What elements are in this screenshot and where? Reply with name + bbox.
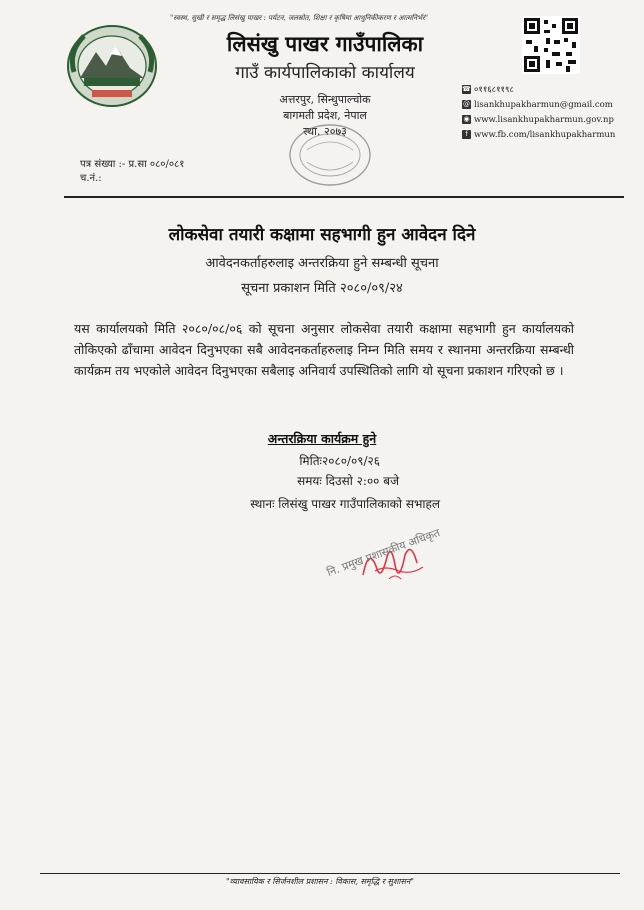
globe-icon: ◉ bbox=[463, 115, 470, 123]
office-name: लिसंखु पाखर गाउँपालिका bbox=[226, 31, 424, 56]
footer-divider bbox=[40, 873, 620, 874]
address-line-1: अत्तरपुर, सिन्धुपाल्चोक bbox=[279, 93, 371, 106]
email-icon: @ bbox=[463, 100, 470, 108]
footer-motto: "व्यावसायिक र सिर्जनशील प्रशासन : विकास, समृद्धि र सुशासन" bbox=[226, 877, 414, 886]
contact-web[interactable] bbox=[462, 112, 640, 127]
address-line-3: स्था. २०७३ bbox=[303, 125, 347, 138]
web-text[interactable]: www.lisankhupakharmun.gov.np bbox=[474, 114, 614, 125]
publication-date: सूचना प्रकाशन मिति २०८०/०९/२४ bbox=[241, 281, 403, 296]
office-stamp bbox=[285, 120, 375, 190]
facebook-text[interactable]: www.fb.com/lisankhupakharmun bbox=[474, 129, 616, 140]
signatory-title: नि. प्रमुख प्रशासकीय अधिकृत bbox=[325, 526, 442, 580]
office-subtitle: गाउँ कार्यपालिकाको कार्यालय bbox=[235, 63, 415, 83]
header-motto: "स्वस्थ, सुखी र समृद्ध लिसंखु पाखर : पर्यटन, जलस्रोत, शिक्षा र कृषिमा आधुनिकीकरण र आत्मनिर्भर" bbox=[170, 14, 429, 22]
municipality-emblem bbox=[64, 22, 160, 108]
header-divider bbox=[64, 196, 624, 198]
address-line-2: बागमती प्रदेश, नेपाल bbox=[283, 109, 367, 122]
contact-phone bbox=[462, 82, 640, 97]
facebook-icon: f bbox=[462, 130, 471, 139]
dispatch-number: च.नं.: bbox=[80, 173, 102, 184]
notice-title: लोकसेवा तयारी कक्षामा सहभागी हुन आवेदन दिने bbox=[168, 225, 476, 245]
phone-text: ०११६८११९८ bbox=[474, 85, 514, 95]
program-date: मितिः२०८०/०९/२६ bbox=[299, 454, 380, 468]
email-text[interactable]: lisankhupakharmun@gmail.com bbox=[474, 99, 613, 110]
program-venue: स्थानः लिसंखु पाखर गाउँपालिकाको सभाहल bbox=[250, 497, 440, 511]
contact-facebook[interactable] bbox=[462, 127, 640, 142]
phone-icon: ☎ bbox=[462, 85, 471, 93]
program-heading: अन्तरक्रिया कार्यक्रम हुने bbox=[267, 431, 377, 446]
contact-email[interactable] bbox=[462, 97, 640, 112]
qr-code[interactable] bbox=[522, 16, 580, 74]
reference-number: पत्र संख्या :- प्र.सा ०८०/०८१ bbox=[80, 159, 185, 170]
notice-body: यस कार्यालयको मिति २०८०/०८/०६ को सूचना अनुसार लोकसेवा तयारी कक्षामा सहभागी हुन कार्यालयको तोकिएको ढाँचामा आवेदन दिनुभएका सबै आवेदनकर्ताहरुलाइ निम्न मिति समय र स्थानमा अन्तरक्रिया सम्बन्धी कार्यक्रम तय भएकोले आवेदन दिनुभएका सबैलाइ अनिवार्य उपस्थितिको लागि यो सूचना प्रकाशन गरिएको छ । bbox=[74, 321, 574, 378]
contact-block bbox=[462, 82, 640, 142]
notice-subtitle: आवेदनकर्ताहरुलाइ अन्तरक्रिया हुने सम्बन्धी सूचना bbox=[205, 256, 439, 271]
program-time: समयः दिउसो २:०० बजे bbox=[297, 474, 399, 488]
